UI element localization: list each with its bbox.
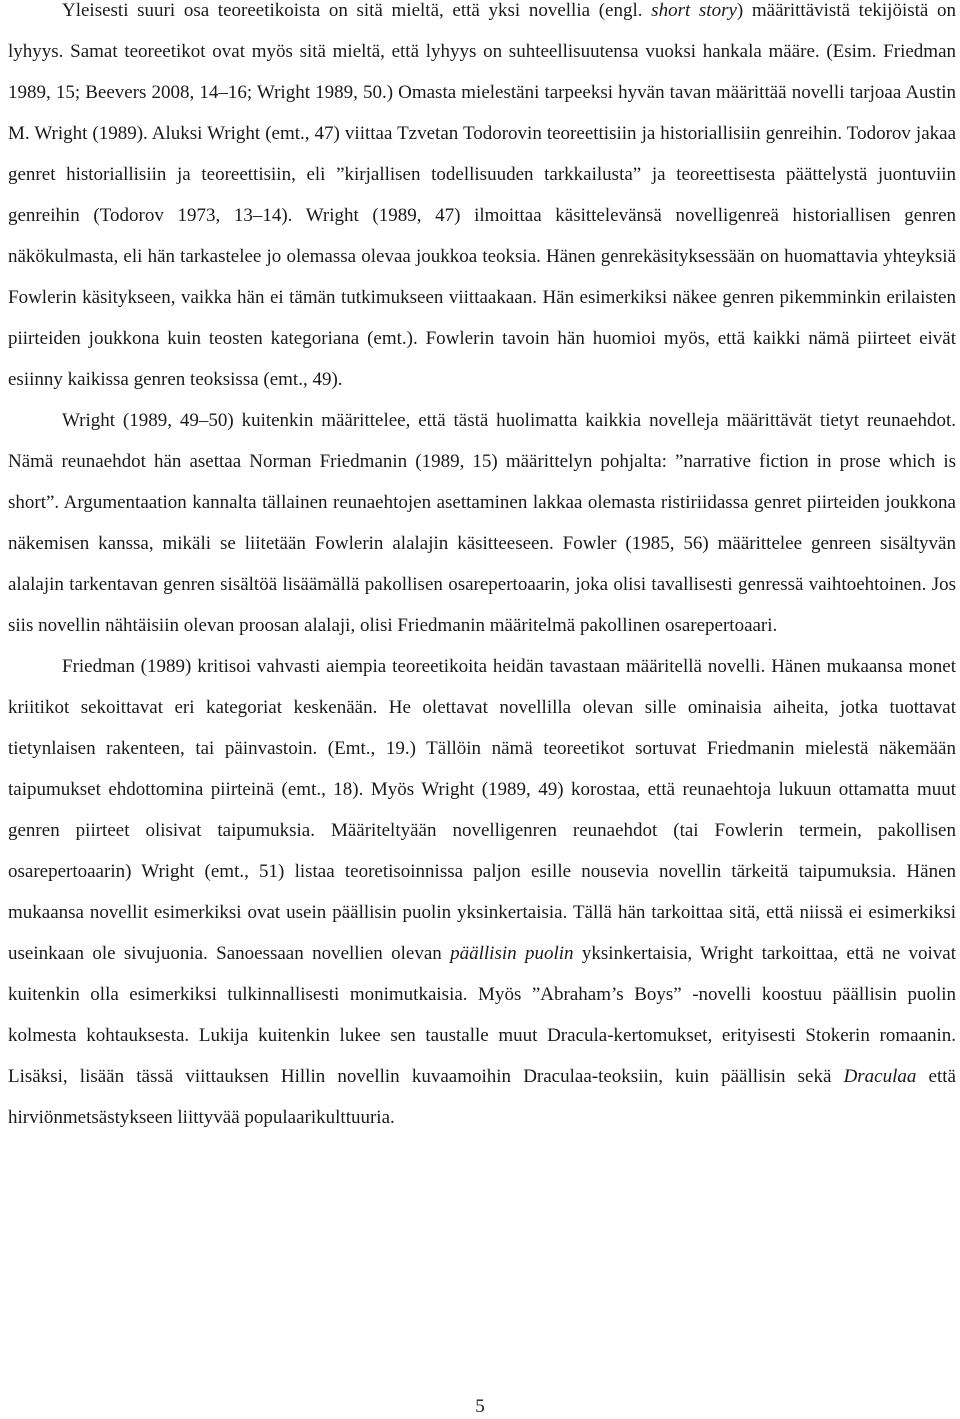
term-short-story: short story (651, 0, 737, 21)
paragraph-1-text-cont: ) määrittävistä tekijöistä on lyhyys. Samat teoreetikot ovat myös sitä mieltä, että lyhyys on suhteellisuutensa vuoksi hankala määre. (Esim. Friedman 1989, 15; Beevers 2008, 14–16; Wright 1989, 50.) Omasta mielestäni tarpeeksi hyvän tavan määrittää novelli tarjoaa Austin M. Wright (1989). Aluksi Wright (emt., 47) viittaa Tzvetan Todorovin teoreettisiin ja historiallisiin genreihin. Todorov jakaa genret historiallisiin ja teoreettisiin, eli ”kirjallisen todellisuuden tarkkailusta” ja teoreettisesta päättelystä juontuviin genreihin (Todorov 1973, 13–14). Wright (1989, 47) ilmoittaa käsittelevänsä novelligenreä historiallisen genren näkökulmasta, eli hän tarkastelee jo olemassa olevaa joukkoa teoksia. Hänen genrekäsityksessään on huomattavia yhteyksiä Fowlerin käsitykseen, vaikka hän ei tämän tutkimukseen viittaakaan. Hän esimerkiksi näkee genren pikemminkin erilaisten piirteiden joukkona kuin teosten kategoriana (emt.). Fowlerin tavoin hän huomioi myös, että kaikki nämä piirteet eivät esiinny kaikissa genren teoksissa (emt., 49). (8, 0, 957, 390)
paragraph-3-text: Friedman (1989) kritisoi vahvasti aiempia teoreetikoita heidän tavastaan määritellä novelli. Hänen mukaansa monet kriitikot sekoittavat eri kategoriat keskenään. He olettavat novellilla olevan sille ominaisia aiheita, jotka tuottavat tietynlaisen rakenteen, tai päinvastoin. (Emt., 19.) Tällöin nämä teoreetikot sortuvat Friedmanin mielestä näkemään taipumukset ehdottomina piirteinä (emt., 18). Myös Wright (1989, 49) korostaa, että reunaehtoja lukuun ottamatta muut genren piirteet olisivat taipumuksia. Määriteltyään novelligenren reunaehdot (tai Fowlerin termein, pakollisen osarepertoaarin) Wright (emt., 51) listaa teoretisoinnissa paljon esille nousevia novellin tärkeitä taipumuksia. Hänen mukaansa novellit esimerkiksi ovat usein päällisin puolin yksinkertaisia. Tällä hän tarkoittaa sitä, että niissä ei esimerkiksi useinkaan ole sivujuonia. Sanoessaan novellien olevan (8, 656, 956, 964)
term-paallisin-puolin: päällisin puolin (450, 943, 574, 964)
paragraph-2 (8, 400, 956, 646)
paragraph-2-text: Wright (1989, 49–50) kuitenkin määrittelee, että tästä huolimatta kaikkia novelleja määrittävät tietyt reunaehdot. Nämä reunaehdot hän asettaa Norman Friedmanin (1989, 15) määrittelyn pohjalta: ”narrative fiction in prose which is short”. Argumentaation kannalta tällainen reunaehtojen asettaminen lakkaa olemasta ristiriidassa genret piirteiden joukkona näkemisen kanssa, mikäli se liitetään Fowlerin alalajin käsitteeseen. Fowler (1985, 56) määrittelee genreen sisältyvän alalajin tarkentavan genren sisältöä lisäämällä pakollisen osarepertoaarin, joka olisi tavallisesti genressä vaihtoehtoinen. Jos siis novellin nähtäisiin olevan proosan alalaji, olisi Friedmanin määritelmä pakollinen osarepertoaari. (8, 410, 956, 636)
document-page (8, 0, 956, 1138)
paragraph-3 (8, 646, 956, 1138)
paragraph-1 (8, 0, 956, 400)
paragraph-1-text: Yleisesti suuri osa teoreetikoista on sitä mieltä, että yksi novellia (engl. (62, 0, 652, 21)
paragraph-3-text-cont: yksinkertaisia, Wright tarkoittaa, että ne voivat kuitenkin olla esimerkiksi tulkinnallisesti monimutkaisia. Myös ”Abraham’s Boys” -novelli koostuu päällisin puolin kolmesta kohtauksesta. Lukija kuitenkin lukee sen taustalle muut Dracula-kertomukset, erityisesti Stokerin romaanin. Lisäksi, lisään tässä viittauksen Hillin novellin kuvaamoihin Draculaa-teoksiin, kuin päällisin sekä (8, 943, 956, 1087)
paragraph-3-text-end: että hirviönmetsästykseen liittyvää populaarikulttuuria. (8, 1066, 956, 1128)
page-number: 5 (475, 1396, 485, 1417)
term-draculaa: Draculaa (843, 1066, 917, 1087)
